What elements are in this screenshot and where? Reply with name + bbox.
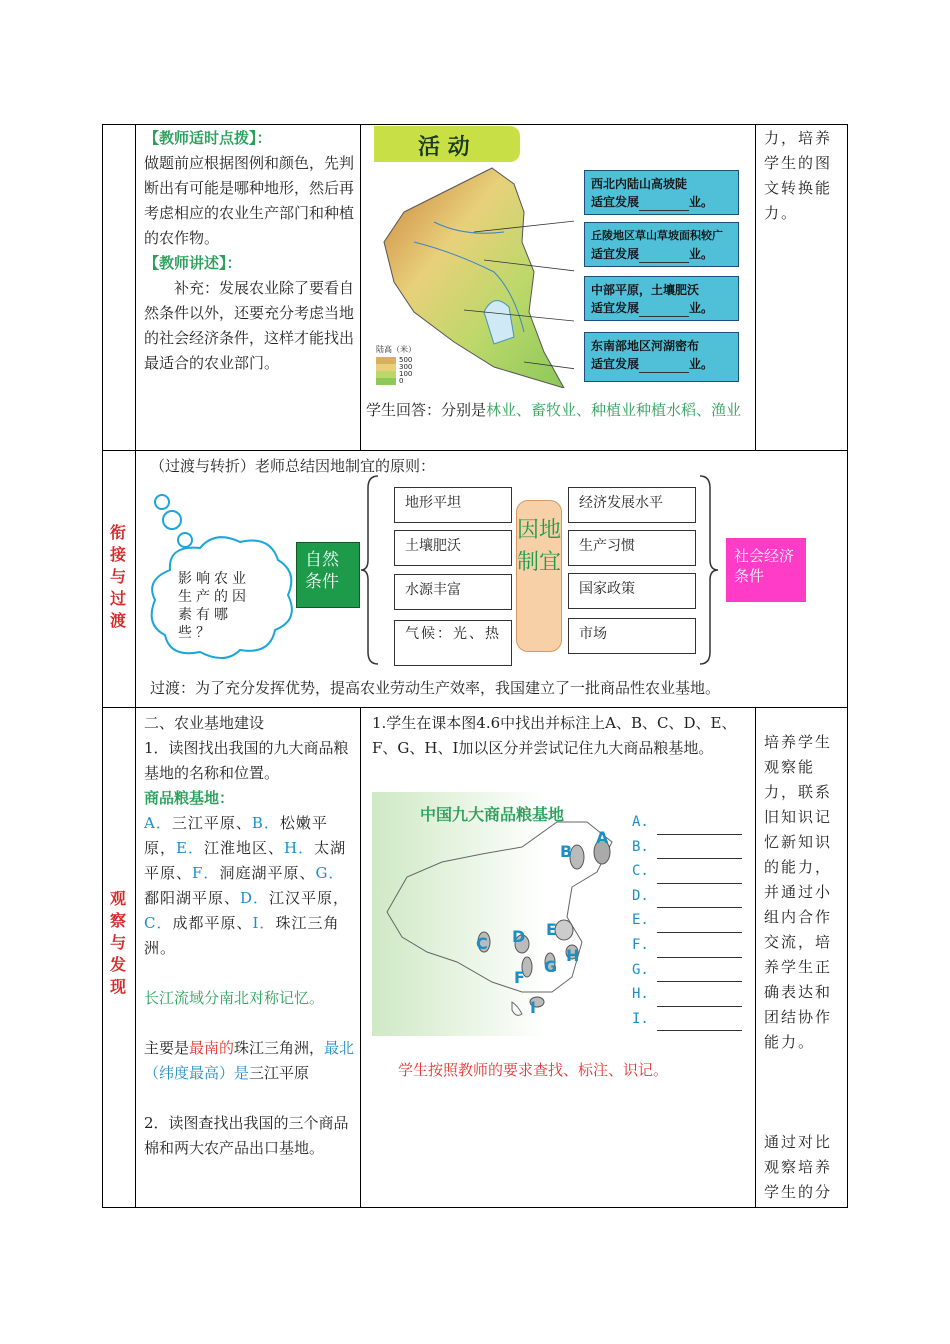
tip-heading: 【教师适时点拨】：	[144, 129, 272, 147]
answer-prefix: 学生回答：分别是	[366, 401, 487, 419]
list-value: 江汉平原，	[269, 889, 350, 907]
left-brace	[360, 474, 380, 666]
list-value: 太湖平原、	[144, 839, 347, 882]
map-letter: H	[566, 946, 580, 965]
lecture-paragraph: 补充：发展农业除了要看自然条件以外，还要充分考虑当地的社会经济条件，这样才能找出最适合的农业部门。	[144, 279, 355, 372]
question-2: 2．读图查找出我国的三个商品棉和两大农产品出口基地。	[144, 1114, 349, 1157]
row3-left-cell	[144, 711, 356, 1161]
lecture-heading: 【教师讲述】：	[144, 254, 242, 272]
list-value: 洞庭湖平原、	[219, 864, 316, 882]
list-value: 珠江三角洲。	[144, 914, 340, 957]
row3-right-bottom: 通过对比观察培养学生的分	[764, 1133, 833, 1201]
col-divider-2b	[360, 707, 361, 1208]
student-answer	[344, 398, 744, 423]
answer-blank	[639, 358, 689, 373]
right-brace	[698, 474, 720, 666]
list-key: G．	[315, 864, 345, 882]
question-1: 1．读图找出我国的九大商品粮基地的名称和位置。	[144, 739, 349, 782]
answer-blank	[639, 248, 689, 263]
list-key: H．	[283, 839, 315, 857]
table-border-left	[102, 124, 103, 1208]
map-box-text: 东南部地区河湖密布	[591, 339, 700, 353]
main-end: 三江平原	[249, 1064, 310, 1082]
map-box-text: 业。	[689, 247, 714, 261]
row3-label: 观察与发现	[109, 889, 126, 996]
legend-value: 100	[399, 370, 413, 378]
map-box-text: 丘陵地区草山草坡面积较广	[591, 229, 723, 242]
blank-row	[632, 982, 752, 1007]
student-instruction: 学生按照教师的要求查找、标注、识记。	[398, 1061, 669, 1079]
activity-banner-label: 活 动	[418, 135, 470, 160]
answer-blank	[657, 893, 742, 908]
list-key: E．	[176, 839, 204, 857]
row2-intro: （过渡与转折）老师总结因地制宜的原则：	[150, 457, 436, 475]
legend-value: 500	[399, 356, 413, 364]
social-item: 市场	[568, 618, 696, 654]
row-divider-1	[102, 450, 848, 451]
main-bases	[144, 1036, 356, 1086]
natural-item: 土壤肥沃	[394, 530, 512, 566]
map-box-northwest	[584, 170, 739, 215]
answer-blank	[639, 196, 689, 211]
answer-blank	[657, 869, 742, 884]
blank-label: D.	[632, 887, 649, 904]
map-letter: G	[544, 957, 558, 976]
answer-blank	[657, 967, 742, 982]
list-value: 三江平原、	[171, 814, 252, 832]
natural-item: 地形平坦	[394, 487, 512, 523]
blank-row	[632, 884, 752, 909]
map-box-southeast	[584, 332, 739, 382]
answer-blank	[657, 943, 742, 958]
activity-figure	[374, 126, 741, 388]
map-box-hills	[584, 222, 739, 267]
section-heading: 二、农业基地建设	[144, 714, 265, 732]
list-key: A．	[144, 814, 172, 832]
row-divider-2	[102, 707, 848, 708]
blank-label: B.	[632, 838, 649, 855]
transition-text: 过渡：为了充分发挥优势，提高农业劳动生产效率，我国建立了一批商品性农业基地。	[150, 679, 721, 697]
grain-base-heading: 商品粮基地：	[144, 789, 235, 807]
china-map-outline	[372, 792, 622, 1036]
blank-row	[632, 810, 752, 835]
legend-value: 300	[399, 363, 413, 371]
natural-item: 气候：光、热	[394, 620, 512, 666]
list-value: 江淮地区、	[203, 839, 284, 857]
tip-paragraph: 做题前应根据图例和颜色，先判断出有可能是哪种地形，然后再考虑相应的农业生产部门和种植的农作物。	[144, 154, 355, 247]
blank-row	[632, 859, 752, 884]
natural-conditions-box: 自然条件	[296, 542, 360, 608]
table-border-right	[847, 124, 848, 1208]
map-box-text: 业。	[689, 301, 714, 315]
map-letter: I	[530, 998, 536, 1017]
table-border-bottom	[102, 1207, 848, 1208]
list-value: 松嫩平原，	[144, 814, 328, 857]
blank-row	[632, 908, 752, 933]
answer-blank	[657, 918, 742, 933]
map-box-plain	[584, 276, 739, 321]
answer-blank	[657, 844, 742, 859]
center-principle-box: 因地制宜	[516, 500, 562, 652]
blank-label: H.	[632, 986, 649, 1003]
list-value: 成都平原、	[172, 914, 253, 932]
main-prefix: 主要是	[144, 1039, 190, 1057]
social-item: 国家政策	[568, 573, 696, 609]
map-box-text: 中部平原，土壤肥沃	[591, 283, 700, 297]
blank-label: G.	[632, 961, 649, 978]
main-red: 最南的	[189, 1039, 235, 1057]
grain-base-list	[144, 811, 356, 961]
list-key: D．	[240, 889, 270, 907]
map-box-text: 西北内陆山高坡陡	[591, 177, 688, 191]
blank-row	[632, 1007, 752, 1032]
social-item: 经济发展水平	[568, 487, 696, 523]
blank-row	[632, 835, 752, 860]
blank-label: F.	[632, 936, 649, 953]
china-map-figure	[372, 792, 622, 1036]
list-value: 鄱阳湖平原、	[144, 889, 241, 907]
map-letter: F	[514, 968, 525, 987]
blank-label: I.	[632, 1010, 649, 1027]
map-task: 1.学生在课本图4.6中找出并标注上A、B、C、D、E、F、G、H、I加以区分并尝试记住九大商品粮基地。	[372, 714, 737, 757]
col-divider-3a	[755, 124, 756, 450]
cloud-question: 影响农业生产的因素有哪些？	[178, 571, 250, 641]
row1-left-cell	[144, 126, 356, 376]
answer-blanks	[632, 810, 752, 1031]
row2-label: 衔接与过渡	[109, 523, 126, 630]
memory-tip: 长江流域分南北对称记忆。	[144, 989, 325, 1007]
map-letter: B	[560, 842, 573, 861]
blank-label: E.	[632, 912, 649, 929]
legend-value: 0	[399, 377, 404, 385]
map-box-text: 适宜发展	[591, 301, 640, 315]
answer-blank	[657, 820, 742, 835]
social-conditions-box: 社会经济条件	[726, 538, 806, 602]
col-divider-3b	[755, 707, 756, 1208]
map-box-text: 业。	[689, 195, 714, 209]
list-key: F．	[192, 864, 220, 882]
list-key: C．	[144, 914, 173, 932]
main-mid: 珠江三角洲，	[234, 1039, 325, 1057]
col-divider-1	[135, 124, 136, 1208]
blank-row	[632, 933, 752, 958]
row3-right-top: 培养学生观察能力，联系旧知识记忆新知识的能力，并通过小组内合作交流，培养学生正确表达和团结协作能力。	[764, 733, 833, 1051]
blank-label: C.	[632, 863, 649, 880]
answer-blank	[657, 1016, 742, 1031]
answer-blank	[639, 302, 689, 317]
map-box-text: 适宜发展	[591, 195, 640, 209]
china-map-title: 中国九大商品粮基地	[420, 805, 565, 824]
natural-item: 水源丰富	[394, 574, 512, 610]
map-letter: D	[512, 927, 526, 946]
legend-title: 陆高（米）	[376, 345, 416, 354]
main-blue: 最北（纬度最高）是	[144, 1039, 355, 1082]
table-border-top	[102, 124, 848, 125]
list-key: I．	[252, 914, 276, 932]
list-key: B．	[251, 814, 280, 832]
map-letter: E	[546, 920, 557, 939]
answer-blank	[657, 992, 742, 1007]
social-item: 生产习惯	[568, 530, 696, 566]
row1-right-cell: 力，培养学生的图文转换能力。	[764, 129, 833, 222]
map-box-text: 业。	[689, 357, 714, 371]
map-box-text: 适宜发展	[591, 357, 640, 371]
answer-green: 林业、畜牧业、种植业种植水稻、渔业	[486, 401, 742, 419]
blank-label: A.	[632, 814, 649, 830]
map-letter: C	[476, 934, 488, 953]
map-letter: A	[596, 828, 609, 847]
blank-row	[632, 958, 752, 983]
map-box-text: 适宜发展	[591, 247, 640, 261]
